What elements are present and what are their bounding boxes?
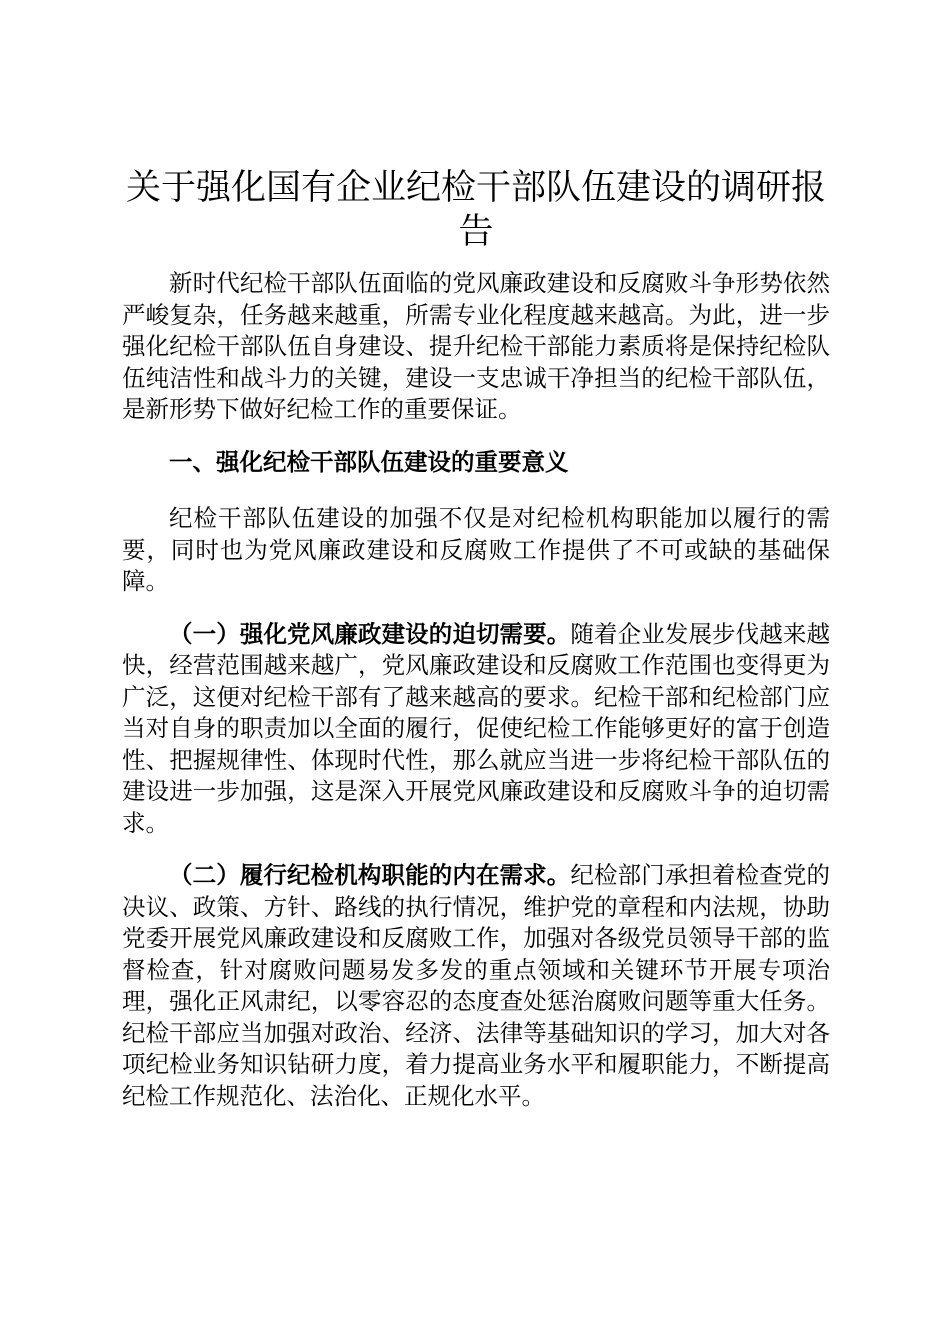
subsection-paragraph-1 [122, 619, 830, 840]
section-heading: 一、强化纪检干部队伍建设的重要意义 [169, 447, 569, 476]
subsection-lead-2: （二）履行纪检机构职能的内在需求。 [169, 861, 571, 889]
subsection-body-1: 随着企业发展步伐越来越快，经营范围越来越广，党风廉政建设和反腐败工作范围也变得更为广泛，这便对纪检干部有了越来越高的要求。纪检干部和纪检部门应当对自身的职责加以全面的履行，促使纪检工作能够更好的富于创造性、把握规律性、体现时代性，那么就应当进一步将纪检干部队伍的建设进一步加强，这是深入开展党风廉政建设和反腐败斗争的迫切需求。 [122, 619, 831, 837]
section-intro-paragraph: 纪检干部队伍建设的加强不仅是对纪检机构职能加以履行的需要，同时也为党风廉政建设和反腐败工作提供了不可或缺的基础保障。 [122, 504, 830, 595]
document-title: 关于强化国有企业纪检干部队伍建设的调研报告 [125, 168, 826, 252]
subsection-lead-1: （一）强化党风廉政建设的迫切需要。 [169, 619, 571, 648]
subsection-paragraph-2 [122, 860, 830, 1112]
intro-paragraph: 新时代纪检干部队伍面临的党风廉政建设和反腐败斗争形势依然严峻复杂，任务越来越重，所需专业化程度越来越高。为此，进一步强化纪检干部队伍自身建设、提升纪检干部能力素质将是保持纪检队伍纯洁性和战斗力的关键，建设一支忠诚干净担当的纪检干部队伍，是新形势下做好纪检工作的重要保证。 [122, 269, 830, 423]
document-body [122, 268, 830, 1133]
subsection-body-2: 纪检部门承担着检查党的决议、政策、方针、路线的执行情况，维护党的章程和内法规，协助党委开展党风廉政建设和反腐败工作，加强对各级党员领导干部的监督检查，针对腐败问题易发多发的重点领域和关键环节开展专项治理，强化正风肃纪，以零容忍的态度查处惩治腐败问题等重大任务。纪检干部应当加强对政治、经济、法律等基础知识的学习，加大对各项纪检业务知识钻研力度，着力提高业务水平和履职能力，不断提高纪检工作规范化、法治化、正规化水平。 [122, 861, 831, 1110]
